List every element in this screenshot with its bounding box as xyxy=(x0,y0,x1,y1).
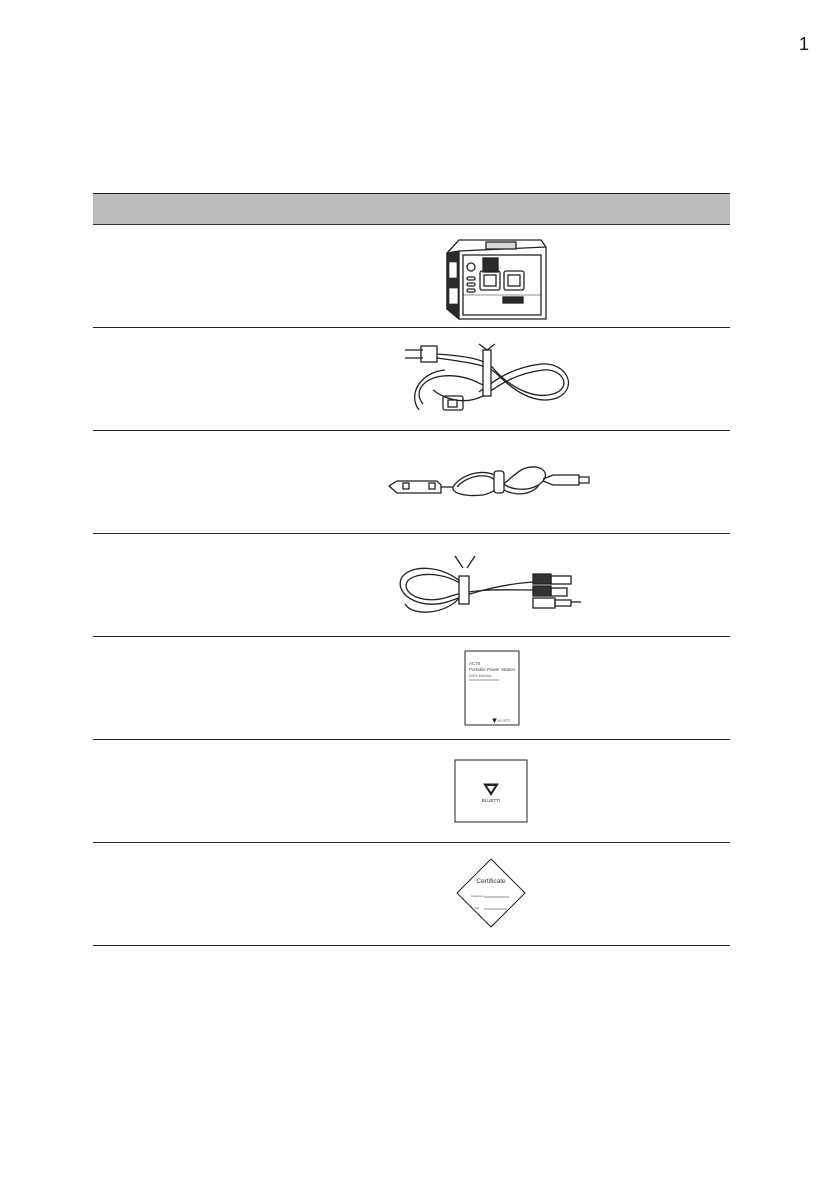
certificate-line1-label: Inspection xyxy=(471,894,484,898)
warranty-brand: BLUETTI xyxy=(481,798,501,803)
power-station-image xyxy=(383,225,623,327)
table-row xyxy=(93,740,730,843)
certificate-tag-image xyxy=(383,843,623,945)
table-row xyxy=(93,225,730,328)
table-row xyxy=(93,431,730,534)
table-row xyxy=(93,843,730,946)
certificate-title: Certificate xyxy=(476,878,506,885)
solar-charging-cable-image xyxy=(383,534,623,636)
ac-power-cable-image xyxy=(383,328,623,430)
manual-brand: BLUETTI xyxy=(498,718,511,723)
table-row xyxy=(93,328,730,431)
table-row xyxy=(93,637,730,740)
packing-list-table xyxy=(93,193,730,946)
car-charging-cable-image xyxy=(383,431,623,533)
table-row xyxy=(93,534,730,637)
manual-model: AC70 xyxy=(469,661,481,666)
page-number: 1 xyxy=(799,34,810,54)
table-header xyxy=(93,193,730,225)
certificate-line2-label: QC xyxy=(475,906,480,910)
warranty-card-image xyxy=(383,740,623,842)
user-manual-image xyxy=(383,637,623,739)
manual-title: Portable Power Station xyxy=(469,667,516,672)
manual-subtitle: USER MANUAL xyxy=(469,674,493,678)
